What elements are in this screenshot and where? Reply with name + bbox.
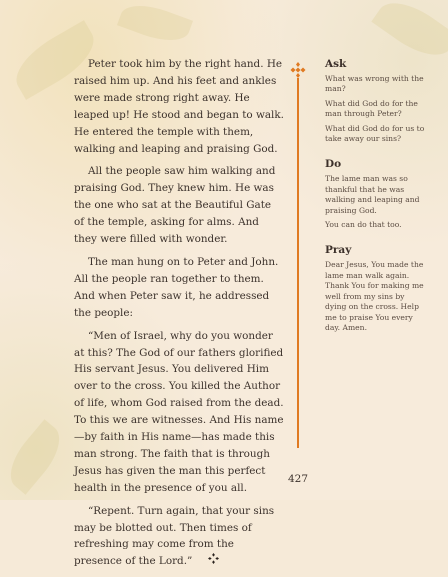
pray-heading: Pray [325,244,352,257]
story-paragraph: “Men of Israel, why do you wonder at this? The God of our fathers glorified His servant Jesus. You delivered Him over to the cross. You killed the Author of life, whom God raised from the dead. To this we are witnesses. And His name—by faith in His name—has made this man strong. The faith that is through Jesus has given the man this perfect health in the presence of you all. [74,329,284,494]
page-number-text: 427 [287,473,309,485]
story-paragraph: Peter took him by the right hand. He raised him up. And his feet and ankles were made strong right away. He leaped up! He stood and began to walk. He entered the temple with them, walking and leaping and praising God. [74,58,284,155]
story-paragraph-text: “Repent. Turn again, that your sins may be blotted out. Then times of refreshing may come from the presence of the Lord.” [74,504,275,568]
background-leaf [117,0,193,49]
end-mark-icon [194,553,219,571]
prayer-text: Dear Jesus, You made the lame man walk again. Thank You for making me well from my sins by dying on the cross. Help me to praise You every day. Amen. [325,260,424,332]
do-item: The lame man was so thankful that he was walking and leaping and praising God. [325,174,420,215]
pray-section [325,244,425,333]
ask-question: What did God do for the man through Peter? [325,98,418,119]
ask-heading: Ask [325,58,347,70]
ask-section [325,58,425,144]
story-text [74,56,284,577]
do-section [325,158,425,230]
do-heading: Do [325,158,342,171]
do-item: You can do that too. [325,220,402,230]
ask-question: What did God do for us to take away our sins? [325,123,425,144]
ask-question: What was wrong with the man? [325,74,424,94]
orange-divider-line [297,78,299,448]
story-paragraph: The man hung on to Peter and John. All the people ran together to them. And when Peter saw it, he addressed the people: [74,255,279,319]
page-number [0,473,448,485]
story-paragraph-last [74,503,284,572]
sidebar [325,58,425,347]
diamond-cluster-icon [290,62,306,78]
story-paragraph: All the people saw him walking and praising God. They knew him. He was the one who sat at the Beautiful Gate of the temple, asking for alms. And they were filled with wonder. [74,165,276,246]
